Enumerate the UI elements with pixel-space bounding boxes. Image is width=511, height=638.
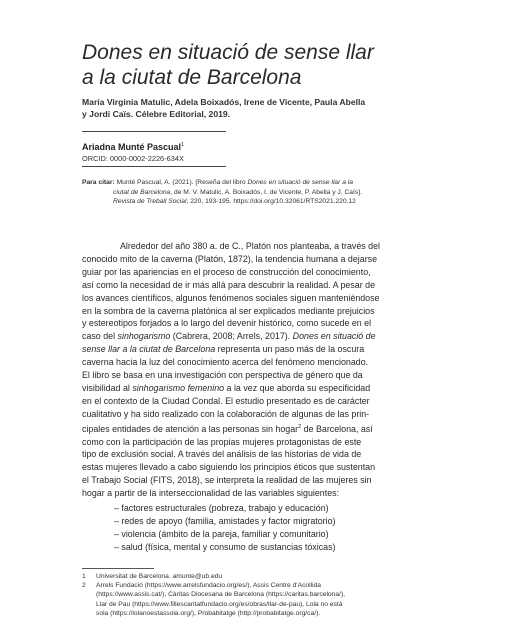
body-line: guiar por las apariencias en el proceso de construcción del conocimiento, bbox=[82, 266, 371, 277]
header-divider bbox=[82, 131, 226, 132]
citation-block bbox=[82, 178, 442, 207]
body-line: hogar a partir de la interseccionalidad de las variables siguientes: bbox=[82, 488, 340, 499]
body-line: así como la necesidad de ir más allá para descubrir la realidad. A pesar de bbox=[82, 279, 376, 290]
body-line: cualitativo y ha sido realizado con la colaboración de algunas de las prin- bbox=[82, 408, 370, 419]
body-line: el Trabajo Social (FITS, 2018), se interpreta la realidad de las mujeres sin bbox=[82, 475, 372, 486]
list-item: – salud (física, mental y consumo de sustancias tóxicas) bbox=[114, 541, 336, 552]
citation-line-2: ciutat de Barcelona, de M. V. Matulic, A. Boixadós, I. de Vicente, P. Abella y J. Caïs]. bbox=[113, 188, 362, 196]
footnote-number: 2 bbox=[82, 582, 86, 590]
book-reference bbox=[82, 96, 442, 120]
list-item: – violencia (ámbito de la pareja, familiar y comunitario) bbox=[114, 528, 329, 539]
author-footnote-mark: 1 bbox=[181, 142, 185, 148]
book-reference-line-2: y Jordi Caïs. Célebre Editorial, 2019. bbox=[82, 109, 231, 119]
body-line: caverna hacia la luz del conocimiento acerca del fenómeno mencionado. bbox=[82, 357, 369, 368]
footnote-text[interactable]: sola (https://lolanoestassola.org/), Probabitatge (http://probabitatge.org/ca/). bbox=[96, 609, 321, 617]
author-divider bbox=[82, 166, 226, 167]
footnote-divider bbox=[82, 568, 154, 569]
variables-list bbox=[114, 502, 444, 554]
body-line: Alrededor del año 380 a. de C., Platón nos planteaba, a través del bbox=[120, 241, 381, 251]
body-line: como con la participación de las propias mujeres protagonistas de este bbox=[82, 436, 362, 447]
body-line: y estereotipos forjados a lo largo del devenir histórico, como sucede en el bbox=[82, 318, 372, 329]
footnote-text[interactable]: Llar de Pau (https://www.fillescaritatfundacio.org/es/obras/llar-de-pau), Lola no està bbox=[96, 600, 343, 608]
citation-line-1: Para citar: Munté Pascual, A. (2021). [Reseña del libro Dones en situació de sense llar a la bbox=[82, 179, 354, 186]
footnote-text[interactable]: Universitat de Barcelona. amunte@ub.edu bbox=[96, 573, 223, 580]
body-line: visibilidad al sinhogarismo femenino a la vez que aborda su especificidad bbox=[82, 382, 371, 393]
body-line: caso del sinhogarismo (Cabrera, 2008; Arrels, 2017). Dones en situació de bbox=[82, 331, 376, 342]
body-line: en la sombra de la caverna platónica al ser explicados mediante prejuicios bbox=[82, 305, 375, 316]
article-title bbox=[82, 40, 442, 90]
review-author bbox=[82, 142, 184, 152]
body-line: cipales entidades de atención a las personas sin hogar$^2$ de Barcelona, así bbox=[82, 423, 373, 434]
body-line: conocido mito de la caverna (Platón, 1872), la tendencia humana a dejarse bbox=[82, 253, 378, 264]
list-item: – factores estructurales (pobreza, trabajo y educación) bbox=[114, 503, 329, 513]
title-line-2: a la ciutat de Barcelona bbox=[82, 66, 302, 89]
footnotes bbox=[82, 572, 442, 618]
body-line: los avances científicos, algunos fenómenos sociales siguen manteniéndose bbox=[82, 292, 380, 303]
footnote-1 bbox=[82, 572, 442, 581]
citation-label: Para citar: bbox=[82, 179, 115, 186]
footnote-number: 1 bbox=[82, 573, 86, 580]
body-line: El libro se basa en una investigación con perspectiva de género que da bbox=[82, 370, 363, 381]
list-item: – redes de apoyo (familia, amistades y factor migratorio) bbox=[114, 515, 336, 526]
citation-line-3: Revista de Treball Social, 220, 193-195. https://doi.org/10.32061/RTS2021.220.12 bbox=[113, 198, 356, 206]
footnote-2 bbox=[82, 581, 442, 618]
review-body bbox=[82, 240, 430, 500]
body-line: sense llar a la ciutat de Barcelona representa un paso más de la oscura bbox=[82, 344, 365, 355]
body-line: tipo de exclusión social. A través del análisis de las historias de vida de bbox=[82, 449, 362, 460]
body-line: en el contexto de la Ciudad Condal. El estudio presentado es de carácter bbox=[82, 395, 370, 406]
title-line-1: Dones en situació de sense llar bbox=[82, 41, 374, 64]
author-orcid: ORCID: 0000-0002-2226-634X bbox=[82, 154, 184, 163]
book-reference-line-1: María Virginia Matulic, Adela Boixadós, Irene de Vicente, Paula Abella bbox=[82, 97, 366, 107]
footnote-text[interactable]: Arrels Fundació (https://www.arrelsfundacio.org/es/), Assis Centre d'Acollida bbox=[96, 582, 322, 590]
footnote-text[interactable]: (https://www.assis.cat/), Càritas Diocesana de Barcelona (https://caritas.barcelona/), bbox=[96, 591, 346, 599]
footnote-ref-2[interactable]: 2 bbox=[298, 423, 302, 430]
body-line: estas mujeres llevado a cabo siguiendo los principios éticos que sustentan bbox=[82, 462, 376, 473]
author-name: Ariadna Munté Pascual bbox=[82, 142, 182, 152]
